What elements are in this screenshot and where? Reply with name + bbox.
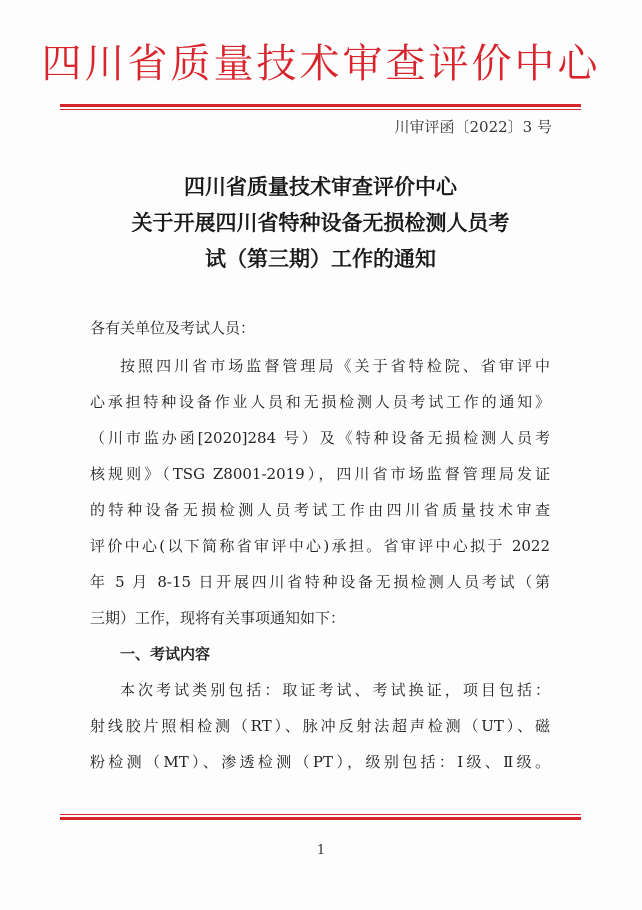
paragraph-1-line: 年 5 月 8-15 日开展四川省特种设备无损检测人员考试（第 [90, 573, 550, 591]
paragraph-1-line: （川市监办函[2020]284 号）及《特种设备无损检测人员考 [90, 429, 550, 447]
header-rule-thin [60, 109, 581, 110]
section-heading-1: 一、考试内容 [120, 645, 211, 663]
salutation: 各有关单位及考试人员： [90, 319, 256, 337]
title-line-1: 四川省质量技术审查评价中心 [184, 174, 457, 199]
paragraph-1-line: 按照四川省市场监督管理局《关于省特检院、省审评中 [120, 357, 550, 375]
paragraph-2-line: 粉检测（MT）、渗透检测（PT），级别包括：Ⅰ级、Ⅱ级。 [90, 753, 550, 771]
header-rule-thick [60, 104, 581, 107]
title-line-2: 关于开展四川省特种设备无损检测人员考 [131, 210, 510, 235]
footer-rule-thin [60, 814, 581, 815]
paragraph-1-line: 心承担特种设备作业人员和无损检测人员考试工作的通知》 [90, 393, 550, 411]
footer-rule-thick [60, 817, 581, 820]
paragraph-2-line: 本次考试类别包括：取证考试、考试换证，项目包括： [120, 681, 550, 699]
document-number: 川审评函〔2022〕3 号 [394, 118, 552, 136]
paragraph-2-line: 射线胶片照相检测（RT）、脉冲反射法超声检测（UT）、磁 [90, 717, 550, 735]
paragraph-1-line: 核规则》（TSG Z8001-2019），四川省市场监督管理局发证 [90, 465, 550, 483]
org-letterhead: 四川省质量技术审查评价中心 [41, 41, 601, 87]
page-number: 1 [316, 843, 326, 858]
paragraph-1-line: 评价中心(以下简称省审评中心)承担。省审评中心拟于 2022 [90, 537, 550, 555]
paragraph-1-line: 的特种设备无损检测人员考试工作由四川省质量技术审查 [90, 501, 550, 519]
paragraph-1-line: 三期）工作，现将有关事项通知如下： [90, 609, 346, 627]
title-line-3: 试（第三期）工作的通知 [205, 246, 436, 271]
